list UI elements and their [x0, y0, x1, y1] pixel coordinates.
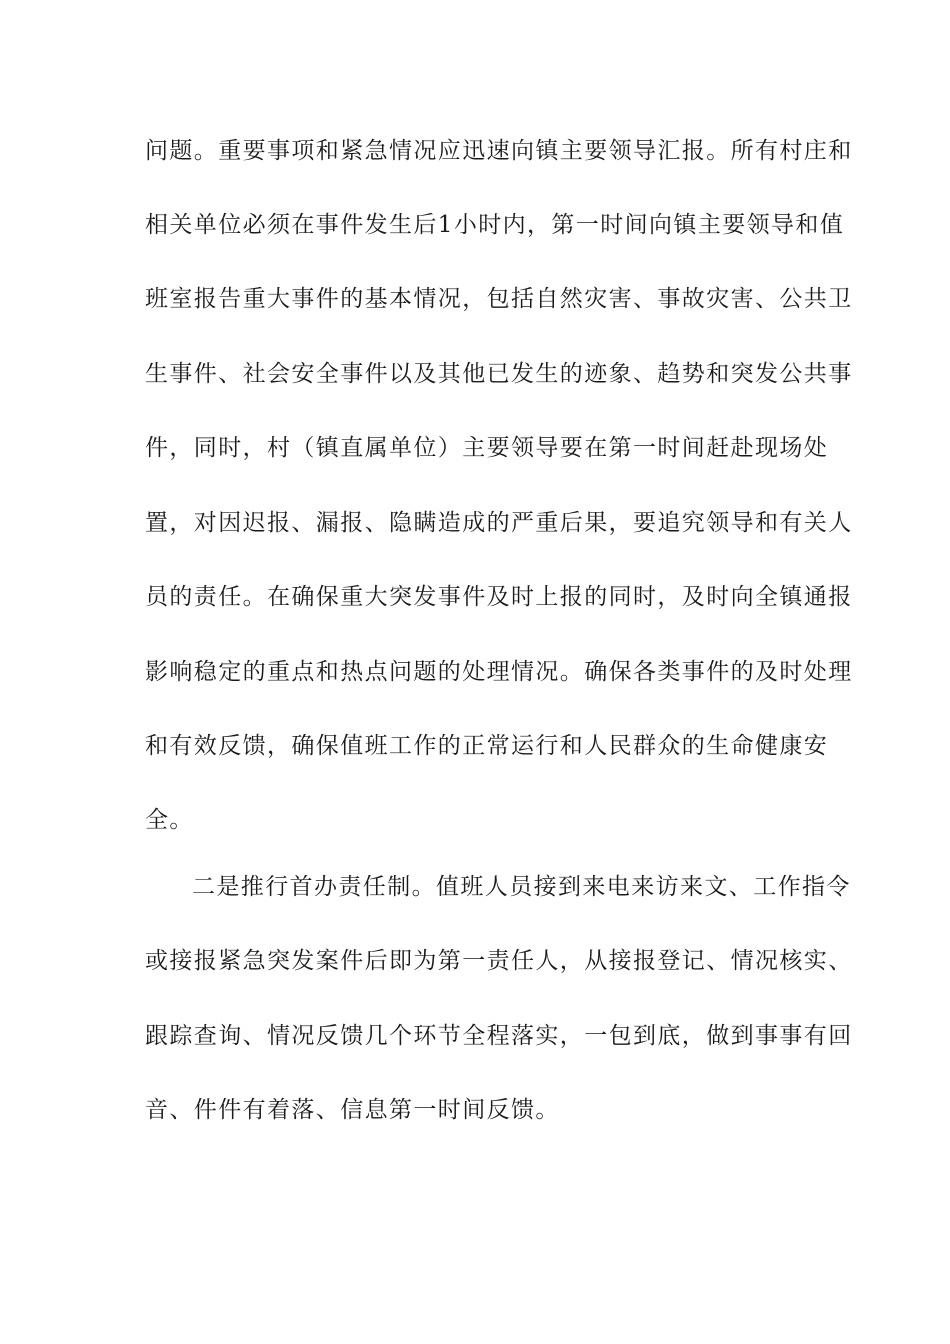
paragraph-line: 音、件件有着落、信息第一时间反馈。	[145, 1097, 560, 1123]
paragraph-line: 问题。重要事项和紧急情况应迅速向镇主要领导汇报。所有村庄和	[145, 138, 853, 164]
paragraph-line: 件，同时，村（镇直属单位）主要领导要在第一时间赶赴现场处	[145, 435, 829, 461]
paragraph-first-line: 二是推行首办责任制。值班人员接到来电来访来文、工作指令	[192, 874, 851, 900]
paragraph-line: 影响稳定的重点和热点问题的处理情况。确保各类事件的及时处理	[145, 659, 853, 685]
paragraph-line: 跟踪查询、情况反馈几个环节全程落实，一包到底，做到事事有回	[145, 1023, 853, 1049]
paragraph-line: 置，对因迟报、漏报、隐瞒造成的严重后果，要追究领导和有关人	[145, 510, 853, 536]
paragraph-line: 班室报告重大事件的基本情况，包括自然灾害、事故灾害、公共卫	[145, 286, 853, 312]
paragraph-line: 员的责任。在确保重大突发事件及时上报的同时，及时向全镇通报	[145, 584, 853, 610]
paragraph-line: 和有效反馈，确保值班工作的正常运行和人民群众的生命健康安	[145, 733, 829, 759]
paragraph-line: 全。	[145, 807, 194, 833]
paragraph-line: 或接报紧急突发案件后即为第一责任人，从接报登记、情况核实、	[145, 948, 853, 974]
paragraph-line: 生事件、社会安全事件以及其他已发生的迹象、趋势和突发公共事	[145, 361, 853, 387]
paragraph-line: 相关单位必须在事件发生后1小时内，第一时间向镇主要领导和值	[145, 212, 845, 238]
